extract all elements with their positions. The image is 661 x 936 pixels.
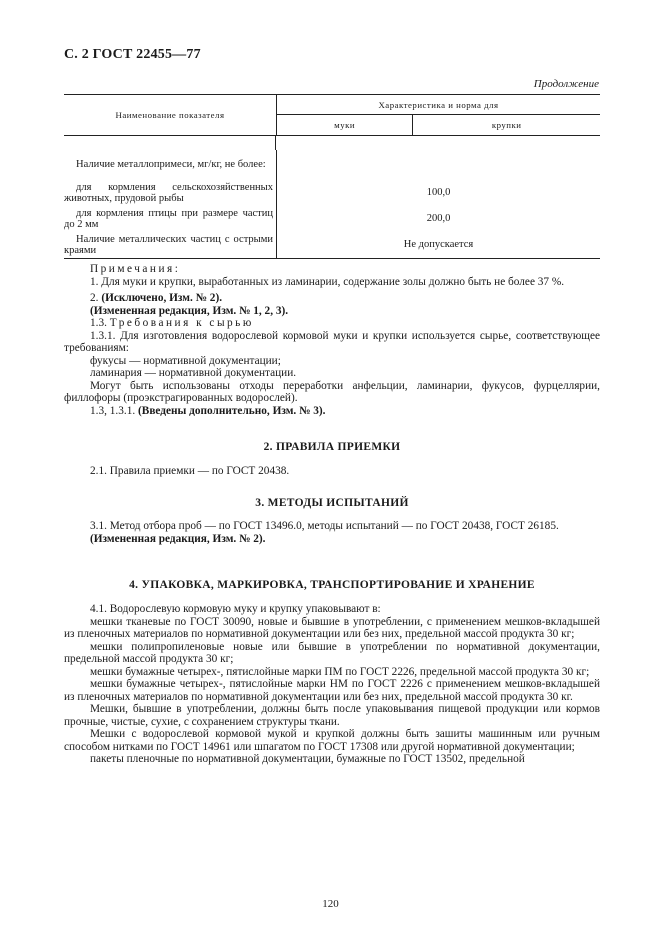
- row-label: Наличие металлических частиц с острыми краями: [64, 232, 277, 259]
- waste-text: Могут быть использованы отходы переработки анфельции, ламинарии, фукусов, фурцеллярии, филлофоры (проэкстрагированных водорослей).: [64, 379, 600, 404]
- section-2-heading: 2. ПРАВИЛА ПРИЕМКИ: [263, 441, 401, 453]
- pack-item: мешки тканевые по ГОСТ 30090, новые и бывшие в употреблении, с применением мешков-вкладышей из пленочных материалов по нормативной документации или без них, предельной массой продукта 30 кг;: [64, 615, 600, 640]
- table-row: [64, 206, 600, 232]
- col-header-flour: муки: [277, 115, 413, 136]
- section-4-block: [64, 603, 600, 766]
- col-header-grits: крупки: [413, 115, 600, 136]
- row-label: для кормления сельскохозяйственных животных, прудовой рыбы: [64, 180, 277, 206]
- p13-heading: Требования к сырью: [109, 317, 254, 329]
- page-number: 120: [322, 898, 339, 910]
- p21-text: 2.1. Правила приемки — по ГОСТ 20438.: [90, 465, 290, 477]
- table-row: [64, 150, 600, 180]
- row-value: [277, 150, 601, 180]
- section-4-heading: 4. УПАКОВКА, МАРКИРОВКА, ТРАНСПОРТИРОВАНИЕ И ХРАНЕНИЕ: [129, 579, 535, 591]
- section-1-block: [64, 292, 600, 417]
- p2-number: 2.: [90, 292, 99, 304]
- continuation-label: Продолжение: [533, 78, 599, 90]
- intro-note: (Введены дополнительно, Изм. № 3).: [138, 404, 326, 417]
- table-row: [64, 180, 600, 206]
- pack-item: мешки полипропиленовые новые или бывшие в употреблении по нормативной документации, предельной массой продукта 30 кг;: [64, 640, 600, 665]
- pack-item: мешки бумажные четырех-, пятислойные марки НМ по ГОСТ 2226 с применением мешков-вкладышей из пленочных материалов по нормативной документации или без них, предельной массой продукта 30 кг.: [64, 678, 600, 703]
- note-item: 1. Для муки и крупки, выработанных из ламинарии, содержание золы должно быть не более 37 %.: [90, 275, 565, 288]
- col-header-name: Наименование показателя: [64, 95, 277, 136]
- pack-item: Мешки, бывшие в употреблении, должны быть после упаковывания пищевой продукции или кормов прочные, чистые, сухие, с сохранением структуры ткани.: [64, 703, 600, 728]
- p2-excluded: (Исключено, Изм. № 2).: [101, 292, 223, 304]
- pack-item: мешки бумажные четырех-, пятислойные марки ПМ по ГОСТ 2226, предельной массой продукта 30 кг;: [90, 665, 590, 678]
- p2-edit-note: (Измененная редакция, Изм. № 1, 2, 3).: [90, 304, 289, 317]
- section-3-heading: 3. МЕТОДЫ ИСПЫТАНИЙ: [255, 497, 409, 509]
- row-value: Не допускается: [277, 232, 601, 259]
- row-value: 100,0: [426, 187, 451, 199]
- col-header-group: Характеристика и норма для: [277, 95, 601, 115]
- raw-fucus: фукусы — нормативной документации;: [90, 354, 281, 367]
- notes-block: [64, 263, 600, 288]
- raw-laminaria: ламинария — нормативной документации.: [90, 367, 297, 379]
- row-label: Наличие металлопримеси, мг/кг, не более:: [64, 150, 277, 180]
- notes-heading: Примечания:: [90, 263, 181, 275]
- row-value: 200,0: [426, 213, 451, 225]
- p41-text: 4.1. Водорослевую кормовую муку и крупку упаковывают в:: [90, 603, 381, 615]
- spec-table: [64, 94, 600, 259]
- p31-edit-note: (Измененная редакция, Изм. № 2).: [90, 532, 266, 545]
- p131-text: 1.3.1. Для изготовления водорослевой кормовой муки и крупки используется сырье, соответствующее требованиям:: [64, 329, 600, 354]
- intro-number: 1.3, 1.3.1.: [90, 404, 136, 417]
- p31-text: 3.1. Метод отбора проб — по ГОСТ 13496.0, методы испытаний — по ГОСТ 20438, ГОСТ 26185.: [90, 520, 559, 532]
- page-header-title: С. 2 ГОСТ 22455—77: [64, 47, 201, 62]
- p13-number: 1.3.: [90, 317, 107, 329]
- table-row: [64, 232, 600, 259]
- pack-item: пакеты пленочные по нормативной документации, бумажные по ГОСТ 13502, предельной: [90, 753, 525, 765]
- section-3-block: [64, 520, 600, 545]
- pack-item: Мешки с водорослевой кормовой мукой и крупкой должны быть зашиты машинным или ручным способом нитками по ГОСТ 14961 или шпагатом по ГОСТ 17308 или другой нормативной документации;: [64, 728, 600, 753]
- row-label: для кормления птицы при размере частиц до 2 мм: [64, 206, 277, 232]
- section-2-block: [64, 465, 600, 478]
